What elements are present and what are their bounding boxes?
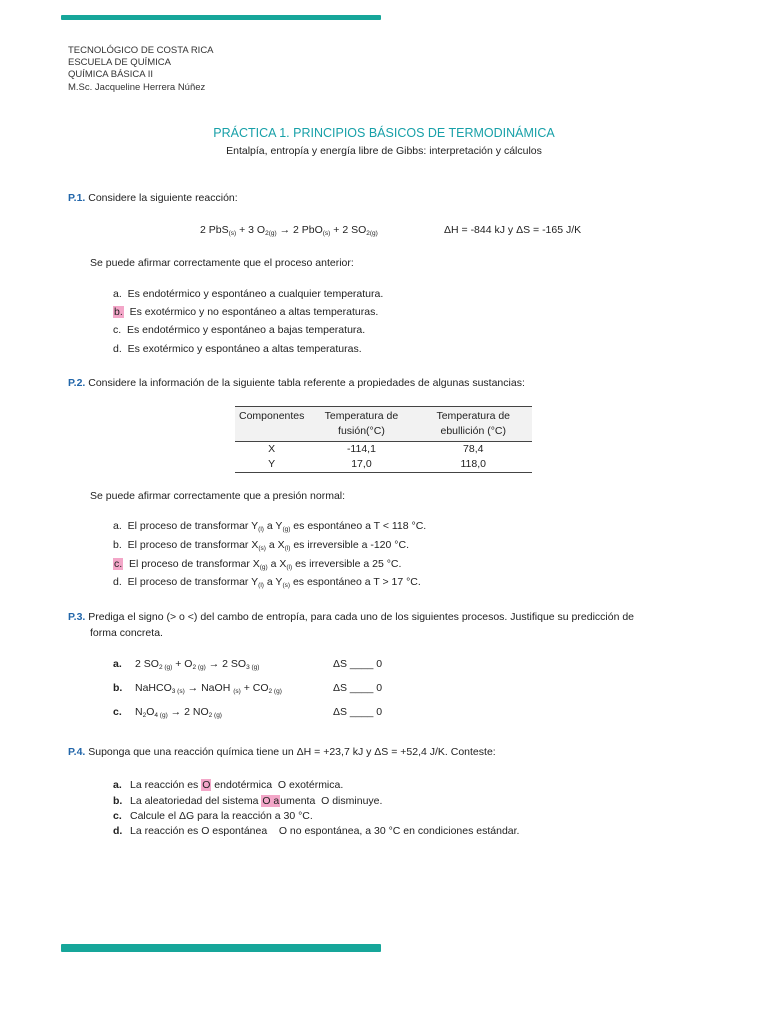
option-letter: b. (114, 306, 123, 318)
option-a (113, 288, 383, 300)
top-accent-bar (61, 15, 381, 20)
option-text: El proceso de transformar $Y_{(l)}$ a $Y_{(g)}$ es espontáneo a T < 118 °C. (127, 520, 427, 533)
column-header: Temperatura de ebullición (°C) (415, 407, 533, 442)
question-number: P.4. (68, 746, 86, 758)
entropy-blank: ΔS ____ 0 (333, 682, 383, 694)
option-letter: a. (113, 288, 122, 300)
header-line-school: ESCUELA DE QUÍMICA (68, 57, 171, 69)
page-title: PRÁCTICA 1. PRINCIPIOS BÁSICOS DE TERMODINÁMICA (213, 126, 555, 140)
bottom-accent-bar (61, 944, 381, 952)
entropy-blank: ΔS ____ 0 (333, 706, 383, 718)
option-d (113, 576, 421, 589)
option-b (113, 306, 378, 318)
item-b (113, 795, 383, 807)
question-4 (68, 746, 496, 758)
column-header: Componentes (235, 407, 308, 442)
process-equation: NaHCO$_{3 (s)}$ → NaOH $_{(s)} + CO_{2 (g)}$ (135, 682, 282, 695)
question-number: P.3. (68, 611, 86, 623)
table-cell: 118,0 (415, 457, 533, 473)
option-letter: a. (113, 520, 122, 532)
table-row (235, 457, 532, 473)
option-text: Es endotérmico y espontáneo a cualquier temperatura. (127, 288, 384, 300)
item-letter: b. (113, 795, 123, 807)
item-letter: c. (113, 706, 122, 718)
option-text: El proceso de transformar $Y_{(l)}$ a $Y_{(s)}$ es espontáneo a T > 17 °C. (127, 576, 421, 589)
question-2 (68, 377, 525, 389)
item-letter: b. (113, 682, 123, 694)
option-text: El proceso de transformar $X_{(g)}$ a $X_{(l)}$ es irreversible a 25 °C. (129, 558, 402, 571)
table-cell: -114,1 (346, 443, 376, 455)
item-text: La aleatoriedad del sistema O aumenta O disminuye. (130, 795, 383, 807)
header-line-institution: TECNOLÓGICO DE COSTA RICA (68, 45, 214, 56)
table-cell: 78,4 (463, 443, 484, 455)
process-equation: 2 $SO_{2 (g)} + O_{2 (g)} \to 2$ $SO_{3 (g)}$ (135, 658, 260, 671)
table-cell: X (268, 443, 276, 455)
thermo-values: ΔH = -844 kJ y ΔS = -165 J/K (444, 224, 582, 236)
question-prompt: Se puede afirmar correctamente que el proceso anterior: (90, 257, 354, 269)
table-header-row (235, 407, 532, 442)
table-row (235, 442, 532, 458)
option-c (113, 558, 401, 571)
question-text: Considere la siguiente reacción: (88, 192, 238, 204)
properties-table (235, 406, 532, 473)
process-c (113, 706, 383, 719)
option-letter: c. (113, 324, 122, 336)
option-letter: b. (113, 539, 122, 551)
process-a (113, 658, 383, 671)
option-c (113, 324, 365, 336)
option-text: Es exotérmico y no espontáneo a altas temperaturas. (129, 306, 379, 318)
column-header: Temperatura de fusión(°C) (308, 407, 414, 442)
question-number: P.1. (68, 192, 86, 204)
item-c (113, 810, 313, 822)
option-letter: d. (113, 576, 122, 588)
header-line-course: QUÍMICA BÁSICA II (68, 69, 153, 81)
entropy-blank: ΔS ____ 0 (333, 658, 383, 670)
option-text: Es endotérmico y espontáneo a bajas temperatura. (127, 324, 366, 336)
option-letter: d. (113, 343, 122, 355)
process-b (113, 682, 383, 695)
process-equation: $N_2O_{4 (g)} \to 2$ $NO_{2 (g)}$ (135, 706, 222, 719)
question-3 (68, 611, 634, 623)
question-text: Considere la información de la siguiente tabla referente a propiedades de algunas sustancias: (88, 377, 525, 389)
option-a (113, 520, 426, 533)
table-cell: Y (235, 457, 308, 473)
item-letter: a. (113, 779, 122, 791)
header-line-professor: M.Sc. Jacqueline Herrera Núñez (68, 81, 206, 93)
question-number: P.2. (68, 377, 86, 389)
option-text: Es exotérmico y espontáneo a altas temperaturas. (127, 343, 362, 355)
option-text: El proceso de transformar $X_{(s)}$ a $X_{(l)}$ es irreversible a -120 °C. (127, 539, 409, 552)
option-d (113, 343, 362, 355)
reaction-equation: 2 PbS$_{(s)}$ + 3 $O_{2(g)} \to 2$ PbO$_{(s)}$ + 2 $SO_{2(g)}$ (200, 224, 378, 237)
item-a (113, 779, 344, 791)
item-d (113, 825, 520, 837)
question-text: Suponga que una reacción química tiene un ΔH = +23,7 kJ y ΔS = +52,4 J/K. Conteste: (88, 746, 496, 758)
option-letter: c. (114, 558, 123, 570)
item-letter: d. (113, 825, 123, 837)
item-letter: a. (113, 658, 122, 670)
option-b (113, 539, 409, 552)
item-text: La reacción es O endotérmica O exotérmica. (130, 779, 344, 791)
question-text-continued: forma concreta. (90, 627, 163, 639)
institution-header (68, 45, 214, 94)
table-cell: 17,0 (308, 457, 414, 473)
item-text: Calcule el ΔG para la reacción a 30 °C. (130, 810, 313, 822)
item-text: La reacción es O espontánea O no espontánea, a 30 °C en condiciones estándar. (130, 825, 520, 837)
page-subtitle: Entalpía, entropía y energía libre de Gibbs: interpretación y cálculos (226, 145, 542, 157)
question-1 (68, 192, 238, 204)
question-text: Prediga el signo (> o <) del cambo de entropía, para cada uno de los siguientes procesos. Justifique su predicción de (88, 611, 635, 623)
item-letter: c. (113, 810, 122, 822)
question-prompt: Se puede afirmar correctamente que a presión normal: (90, 490, 346, 502)
